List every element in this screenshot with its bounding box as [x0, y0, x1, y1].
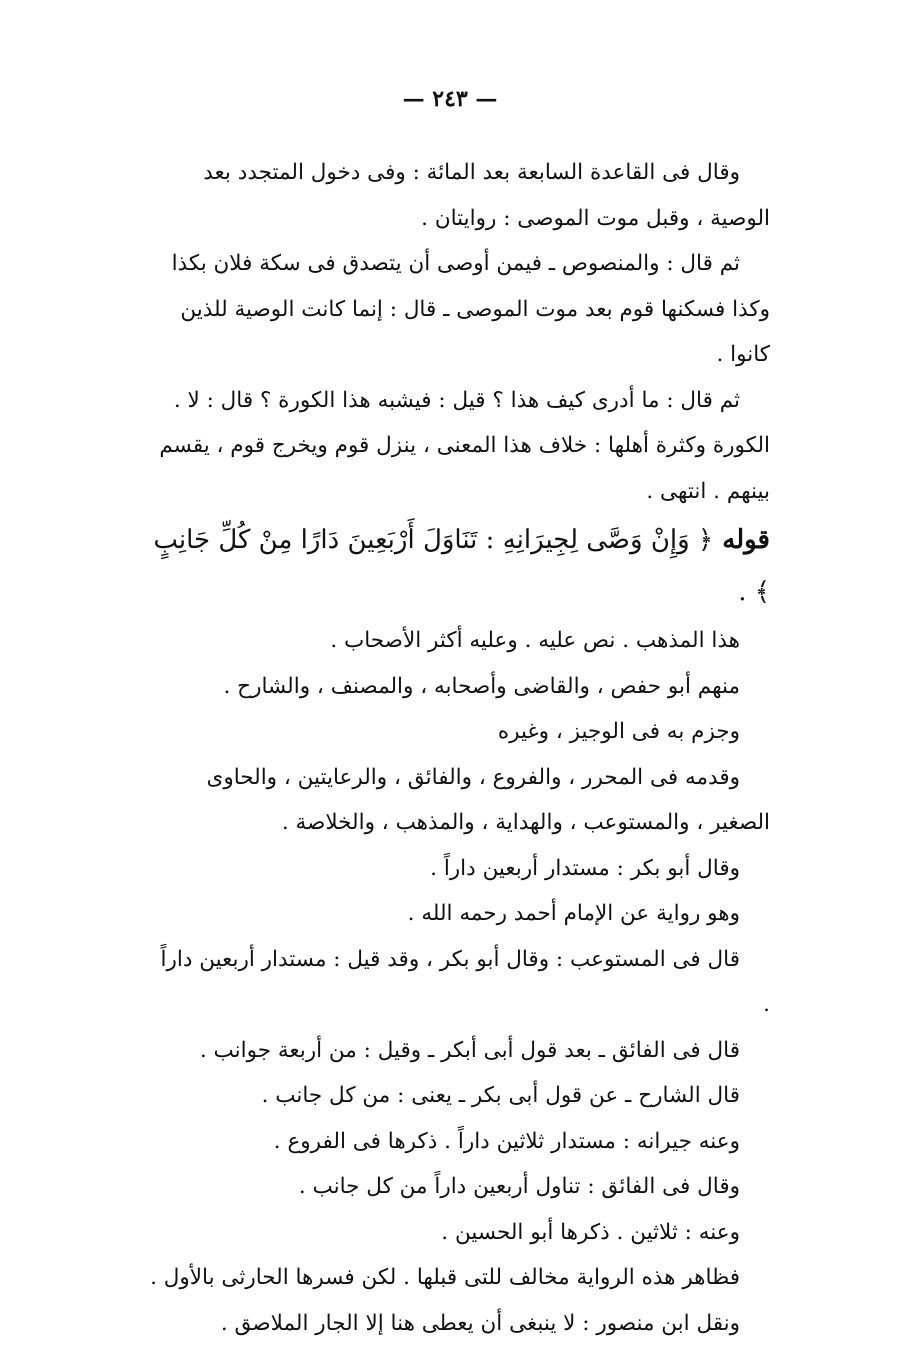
text-line: قال فى الفائق ـ بعد قول أبى أبكر ـ وقيل : من أربعة جوانب .	[199, 1037, 740, 1063]
text-line: فظاهر هذه الرواية مخالف للتى قبلها . لكن فسرها الحارثى بالأول .	[150, 1265, 740, 1290]
page-number: — ٢٤٣ —	[402, 86, 498, 112]
heading-lead: قوله	[722, 525, 770, 555]
text-line: وقدمه فى المحرر ، والفروع ، والفائق ، والرعايتين ، والحاوى الصغير ، والمستوعب ، والهداية ، والمذهب ، والخلاصة .	[206, 764, 770, 835]
paragraph-mansus: ثم قال : والمنصوص ـ فيمن أوصى أن يتصدق فى سكة فلان بكذا وكذا فسكنها قوم بعد موت الموصى ـ قال : إنما كانت الوصية للذين كانوا .	[171, 251, 770, 367]
text-line: وعنه جيرانه : مستدار ثلاثين داراً . ذكرها فى الفروع .	[273, 1128, 740, 1154]
text-line: هذا المذهب . نص عليه . وعليه أكثر الأصحاب .	[330, 628, 740, 653]
text-line: وهو رواية عن الإمام أحمد رحمه الله .	[407, 901, 740, 926]
text-line: قال الشارح ـ عن قول أبى بكر ـ يعنى : من كل جانب .	[261, 1083, 740, 1108]
paragraph-seventh-rule: وقال فى القاعدة السابعة بعد المائة : وفى دخول المتجدد بعد الوصية ، وقبل موت الموصى : روايتان .	[203, 160, 770, 231]
page-body	[150, 150, 770, 1346]
text-line: وجزم به فى الوجيز ، وغيره	[497, 719, 740, 744]
text-line: ونقل ابن منصور : لا ينبغى أن يعطى هنا إلا الجار الملاصق .	[220, 1310, 740, 1336]
text-line: قال فى المستوعب : وقال أبو بكر ، وقد قيل : مستدار أربعين داراً .	[160, 946, 770, 1017]
heading-verse: ﴿ وَإِنْ وَصَّى لِجِيرَانِهِ : تَنَاوَلَ أَرْبَعِينَ دَارًا مِنْ كُلِّ جَانِبٍ ﴾ .	[153, 525, 770, 607]
text-line: وعنه : ثلاثين . ذكرها أبو الحسين .	[441, 1219, 740, 1245]
paragraph-kura: ثم قال : ما أدرى كيف هذا ؟ قيل : فيشبه هذا الكورة ؟ قال : لا . الكورة وكثرة أهلها : خلاف هذا المعنى ، ينزل قوم ويخرج قوم ، يقسم بينهم . انتهى .	[159, 387, 770, 504]
text-line: وقال أبو بكر : مستدار أربعين داراً .	[430, 855, 740, 881]
text-line: منهم أبو حفص ، والقاضى وأصحابه ، والمصنف ، والشارح .	[223, 673, 740, 699]
section-heading	[150, 514, 770, 618]
text-line: وقال فى الفائق : تناول أربعين داراً من كل جانب .	[298, 1174, 740, 1199]
